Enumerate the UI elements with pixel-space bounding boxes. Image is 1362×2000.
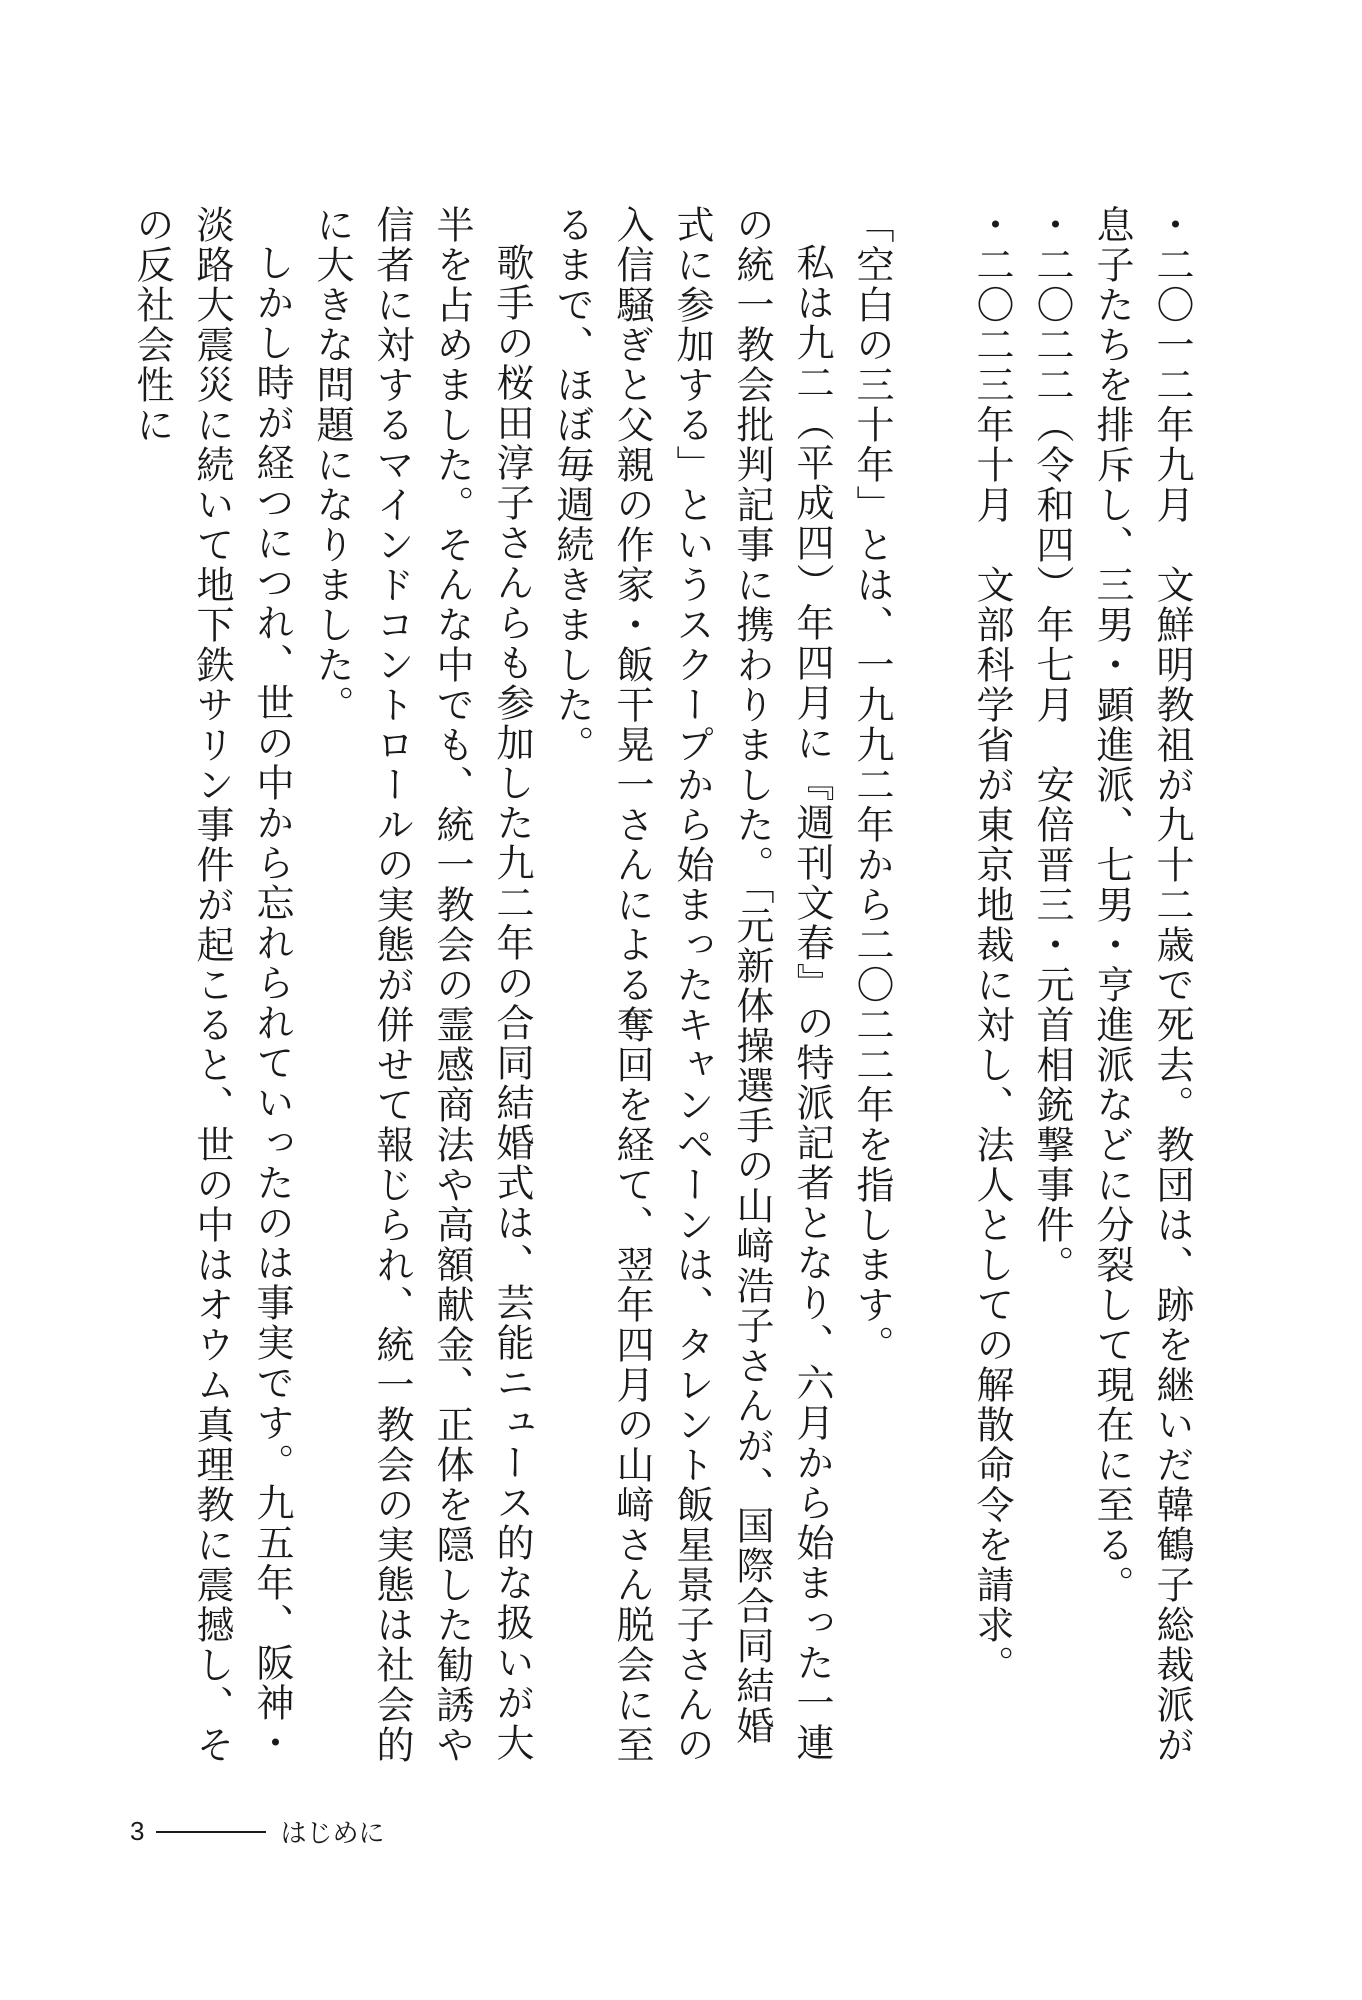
section-title: はじめに — [280, 1818, 385, 1848]
bullet-mark: ・ — [1150, 205, 1194, 245]
bullet-item-2012 — [1082, 205, 1202, 1785]
footer-rule — [156, 1831, 266, 1833]
bullet-text: 二〇一二年九月 文鮮明教祖が九十二歳で死去。教団は、跡を継いだ韓鶴子総裁派が息子たちを排斥し、三男・顕進派、七男・亨進派などに分裂して現在に至る。 — [1090, 205, 1194, 1765]
bullet-mark: ・ — [970, 205, 1014, 245]
bullet-text: 二〇二二（令和四）年七月 安倍晋三・元首相銃撃事件。 — [1030, 245, 1074, 1285]
bullet-mark: ・ — [1030, 205, 1074, 245]
paragraph-forgotten: しかし時が経つにつれ、世の中から忘れられていったのは事実です。九五年、阪神・淡路大震災に続いて地下鉄サリン事件が起こると、世の中はオウム真理教に震撼し、その反社会性に — [130, 205, 294, 1765]
bullet-item-2023 — [962, 205, 1022, 1785]
bullet-text: 二〇二三年十月 文部科学省が東京地裁に対し、法人としての解散命令を請求。 — [970, 245, 1014, 1685]
vertical-body-text — [122, 205, 1202, 1785]
page-footer — [130, 1813, 384, 1850]
paragraph-special-reporter: 私は九二（平成四）年四月に『週刊文春』の特派記者となり、六月から始まった一連の統一教会批判記事に携わりました。「元新体操選手の山﨑浩子さんが、国際合同結婚式に参加する」というスクープから始まったキャンペーンは、タレント飯星景子さんの入信騒ぎと父親の作家・飯干晃一さんによる奪回を経て、翌年四月の山﨑さん脱会に至るまで、ほぼ毎週続きました。 — [550, 205, 834, 1765]
paragraph-mass-wedding: 歌手の桜田淳子さんらも参加した九二年の合同結婚式は、芸能ニュース的な扱いが大半を占めました。そんな中でも、統一教会の霊感商法や高額献金、正体を隠した勧誘や信者に対するマインドコントロールの実態が併せて報じられ、統一教会の実態は社会的に大きな問題になりました。 — [310, 205, 534, 1765]
page-number: 3 — [130, 1816, 145, 1846]
paragraph-blank-thirty-years: 「空白の三十年」とは、一九九二年から二〇二二年を指します。 — [850, 205, 894, 1365]
blank-line — [902, 205, 962, 1785]
bullet-item-2022 — [1022, 205, 1082, 1785]
